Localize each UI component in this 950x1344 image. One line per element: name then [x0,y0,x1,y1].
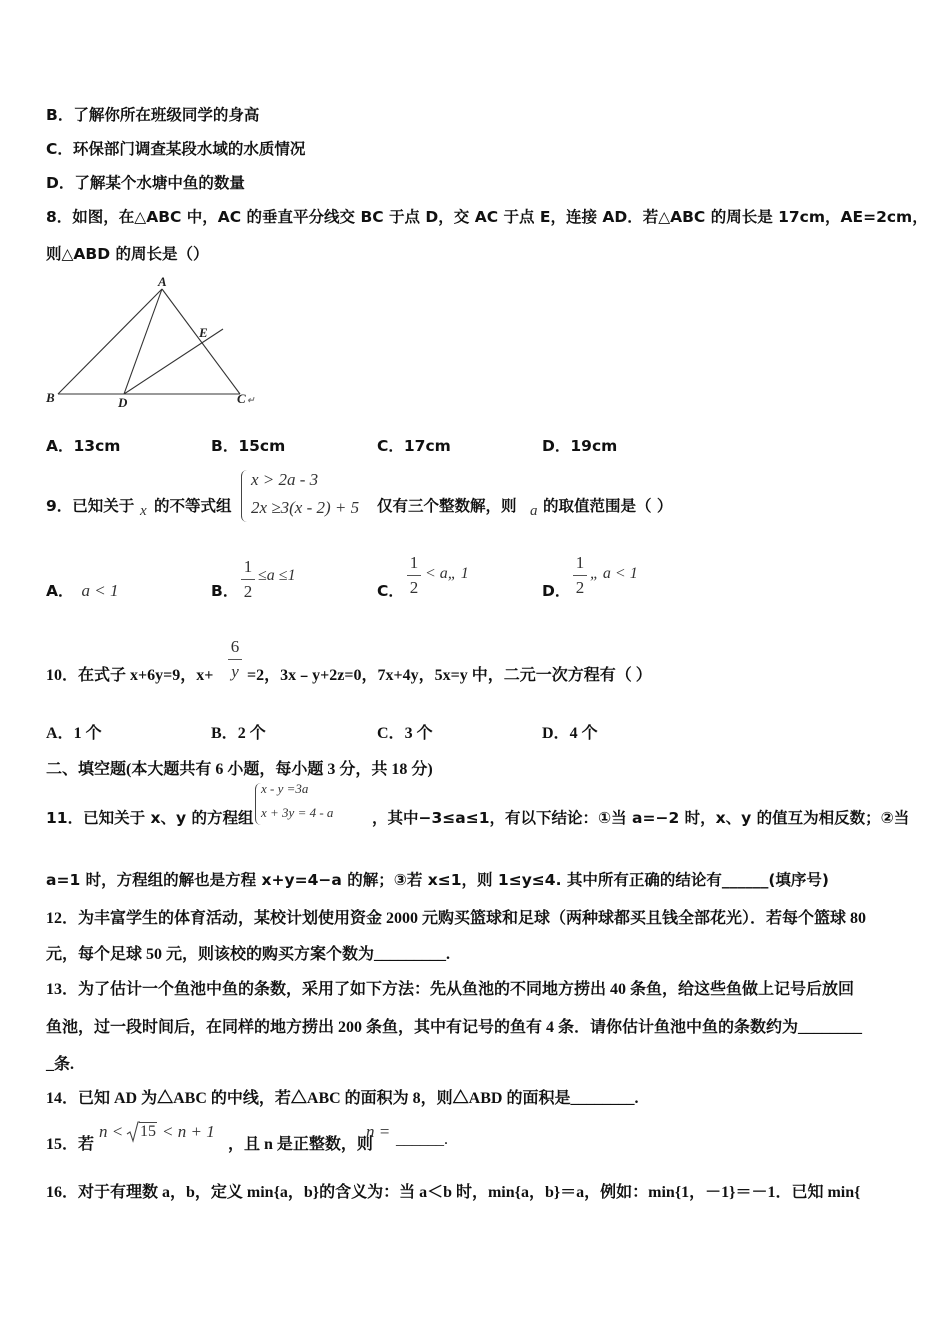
q10-option-b: B．2 个 [211,725,266,742]
q9-inequality-1: x > 2a - 3 [251,470,319,489]
q14-stem: 14．已知 AD 为△ABC 的中线，若△ABC 的面积为 8，则△ABD 的面积是________. [46,1090,639,1107]
q13-line3: _条. [46,1056,75,1073]
q8-option-a: A．13cm [46,437,121,455]
q9-option-b-fraction: 1 2 [241,557,255,602]
label-b: B [46,390,55,405]
q8-stem-line1: 8．如图，在△ABC 中，AC 的垂直平分线交 BC 于点 D，交 AC 于点 E，连接 AD．若△ABC 的周长是 17cm，AE=2cm， [46,208,928,226]
q16-stem: 16．对于有理数 a，b，定义 min{a，b}的含义为：当 a＜b 时，min{a，b}＝a，例如：min{1，－1}＝－1．已知 min{ [46,1184,861,1201]
q8-option-b: B．15cm [211,437,286,455]
q11-stem-pre: 11．已知关于 x、y 的方程组 [46,809,254,827]
q7-option-c: C．环保部门调查某段水域的水质情况 [46,140,306,158]
q9-var-a: a [530,503,538,519]
label-c: C [237,391,246,406]
label-a: A [158,274,167,289]
q8-option-c: C．17cm [377,437,451,455]
q15-radicand: 15 [140,1123,156,1140]
sqrt-sign-icon [126,1121,140,1143]
side-ac [162,289,240,394]
q11-stem-post: ，其中−3≤a≤1，有以下结论：①当 a=−2 时，x、y 的值互为相反数；②当 [372,809,910,827]
q10-fraction: 6 y [228,637,242,682]
q10-option-d: D．4 个 [542,725,598,742]
section-2-heading: 二、填空题(本大题共有 6 小题，每小题 3 分，共 18 分) [46,761,433,778]
q9-stem-post2: 的取值范围是（ ） [543,497,673,515]
q9-option-b: B． [211,582,239,600]
q10-option-c: C．3 个 [377,725,433,742]
q9-option-c: C． [377,582,404,600]
q12-line2: 元，每个足球 50 元，则该校的购买方案个数为_________. [46,946,451,963]
q9-inequality-2: 2x ≥3(x - 2) + 5 [251,498,360,517]
q10-stem-post: =2，3x﹣y+2z=0，7x+4y，5x=y 中，二元一次方程有（ ） [247,667,652,684]
q9-option-c-fraction: 1 2 [407,553,421,598]
label-e: E [199,325,208,340]
q11-equation-1: x - y =3a [261,781,309,796]
q9-stem-mid: 的不等式组 [154,497,232,515]
q8-option-d: D．19cm [542,437,618,455]
side-ab [58,289,162,394]
q9-option-d-fraction: 1 2 [573,553,587,598]
paragraph-mark: ↵ [247,395,255,405]
q13-line1: 13．为了估计一个鱼池中鱼的条数，采用了如下方法：先从鱼池的不同地方捞出 40 条鱼，给这些鱼做上记号后放回 [46,981,855,998]
q15-stem-pre: 15．若 [46,1136,95,1153]
q7-option-d: D．了解某个水塘中鱼的数量 [46,174,245,192]
segment-ad [124,289,162,394]
q10-stem-pre: 10．在式子 x+6y=9，x+ [46,667,214,684]
q9-system-brace [241,470,248,522]
q9-option-d-rest: „ a < 1 [590,565,638,582]
q11-stem-line2: a=1 时，方程组的解也是方程 x+y=4−a 的解；③若 x≤1，则 1≤y≤4. 其中所有正确的结论有______(填序号) [46,871,830,889]
q15-stem-mid: ，且 n 是正整数，则 [228,1136,373,1153]
label-d: D [118,395,128,410]
q9-option-b-rest: ≤a ≤1 [258,567,296,584]
q15-n-equals: n = [366,1122,391,1141]
q11-equation-2: x + 3y = 4 - a [261,805,334,820]
q9-option-c-rest: < a„ 1 [425,565,469,582]
perpendicular-bisector [124,329,223,394]
triangle-figure [40,272,270,417]
q7-option-b: B．了解你所在班级同学的身高 [46,106,260,124]
q15-ineq-left: n < [99,1122,124,1141]
q9-stem-pre: 9．已知关于 [46,497,135,515]
q8-stem-line2: 则△ABD 的周长是（） [46,245,209,263]
q9-option-a: A． a < 1 [46,581,119,600]
q9-var-x: x [140,503,147,519]
q15-blank: ______. [396,1131,448,1148]
q13-line2: 鱼池，过一段时间后，在同样的地方捞出 200 条鱼，其中有记号的鱼有 4 条．请你估计鱼池中鱼的条数约为________ [46,1019,863,1036]
q15-ineq-right: < n + 1 [162,1122,215,1141]
q10-option-a: A．1 个 [46,725,102,742]
q12-line1: 12．为丰富学生的体育活动，某校计划使用资金 2000 元购买篮球和足球（两种球都买且钱全部花光）．若每个篮球 80 [46,910,867,927]
q9-stem-post1: 仅有三个整数解，则 [377,497,517,515]
q9-option-d: D． [542,582,571,600]
